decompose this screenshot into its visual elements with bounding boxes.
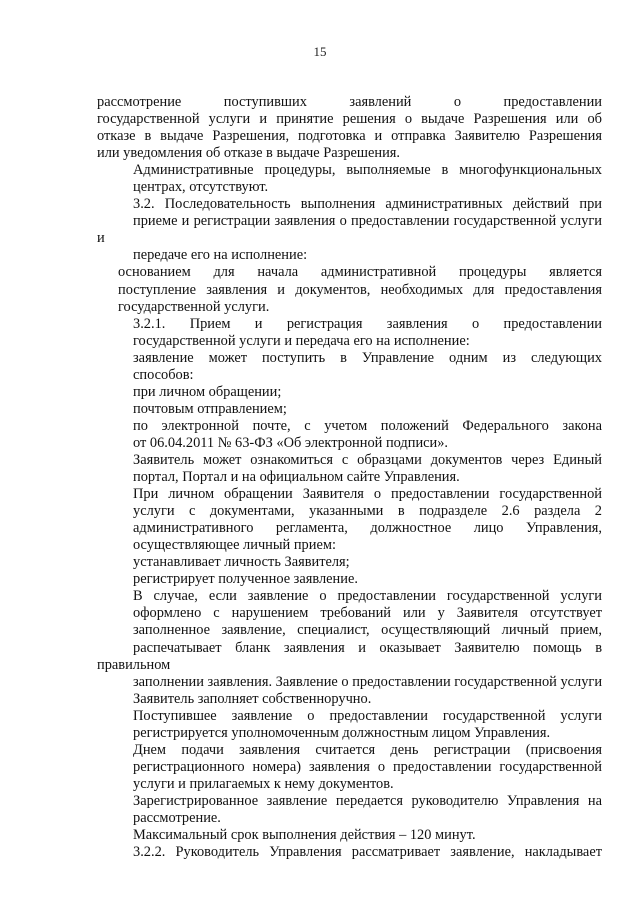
text-line: передаче его на исполнение: [133,247,308,264]
paragraph [97,452,602,486]
text-line: При личном обращении Заявителя о предоставлении государственной [133,486,602,503]
paragraph [97,486,602,554]
text-line: государственной услуги и передача его на исполнение: [133,332,470,349]
text-line: регистрируется уполномоченным должностным лицом Управления. [133,724,551,741]
page-number: 15 [313,44,327,59]
paragraph [97,588,602,707]
text-line: 3.2.1. Прием и регистрация заявления о предоставлении [133,315,602,332]
text-line: заявление может поступить в Управление одним из следующих [133,349,602,366]
text-line: заполнении заявления. Заявление о предоставлении государственной услуги [133,673,603,690]
text-line: заполненное заявление, специалист, осуществляющий личный прием, [133,622,602,639]
text-line: приеме и регистрации заявления о предоставлении государственной услуги и [97,213,602,247]
paragraph [97,94,602,162]
text-line: поступление заявления и документов, необходимых для предоставления [118,281,602,298]
text-line: услуги и прилагаемых к нему документов. [133,775,394,792]
paragraph [97,827,602,844]
text-line: отказе в выдаче Разрешения, подготовка и отправка Заявителю Разрешения [97,128,602,145]
text-line: государственной услуги и принятие решения о выдаче Разрешения или об [97,111,602,128]
text-line: центрах, отсутствуют. [133,179,269,196]
text-line: Днем подачи заявления считается день регистрации (присвоения [133,741,602,758]
text-line: Заявитель заполняет собственноручно. [133,690,372,707]
paragraph [97,571,602,588]
text-line: Максимальный срок выполнения действия – 120 минут. [133,827,476,844]
paragraph [97,401,602,418]
paragraph [97,162,602,196]
text-line: Заявитель может ознакомиться с образцами документов через Единый [133,451,602,468]
text-line: способов: [133,366,194,383]
paragraph [97,384,602,401]
text-line: распечатывает бланк заявления и оказывает Заявителю помощь в правильном [97,639,602,673]
paragraph [97,350,602,384]
paragraph [97,264,602,315]
text-line: 3.2. Последовательность выполнения административных действий при [133,196,602,213]
text-line: 3.2.2. Руководитель Управления рассматривает заявление, накладывает [133,844,602,861]
text-line: портал, Портал и на официальном сайте Управления. [133,469,460,486]
text-line: от 06.04.2011 № 63-ФЗ «Об электронной подписи». [133,434,449,451]
paragraph [97,196,602,264]
text-line: рассмотрение. [133,809,221,826]
text-line: Зарегистрированное заявление передается руководителю Управления на [133,792,602,809]
text-line: основанием для начала административной процедуры является [118,264,602,281]
text-line: В случае, если заявление о предоставлении государственной услуги [133,588,602,605]
paragraph [97,554,602,571]
paragraph [97,418,602,452]
paragraph [97,316,602,350]
document-body [97,94,602,861]
text-line: осуществляющее личный прием: [133,537,336,554]
text-line: государственной услуги. [118,298,270,315]
text-line: устанавливает личность Заявителя; [133,554,350,571]
paragraph [97,742,602,793]
text-line: почтовым отправлением; [133,400,287,417]
paragraph [97,708,602,742]
text-line: при личном обращении; [133,383,282,400]
text-line: Административные процедуры, выполняемые в многофункциональных [133,162,602,179]
text-line: рассмотрение поступивших заявлений о предоставлении [97,94,602,110]
text-line: оформлено с нарушением требований или у Заявителя отсутствует [133,605,602,622]
text-line: по электронной почте, с учетом положений Федерального закона [133,417,602,434]
text-line: административного регламента, должностное лицо Управления, [133,520,602,537]
paragraph [97,793,602,827]
text-line: услуги с документами, указанными в подразделе 2.6 раздела 2 [133,503,602,520]
text-line: регистрационного номера) заявления о предоставлении государственной [133,758,602,775]
paragraph [97,844,602,861]
text-line: Поступившее заявление о предоставлении государственной услуги [133,707,602,724]
text-line: регистрирует полученное заявление. [133,571,358,588]
text-line: или уведомления об отказе в выдаче Разрешения. [97,145,401,162]
